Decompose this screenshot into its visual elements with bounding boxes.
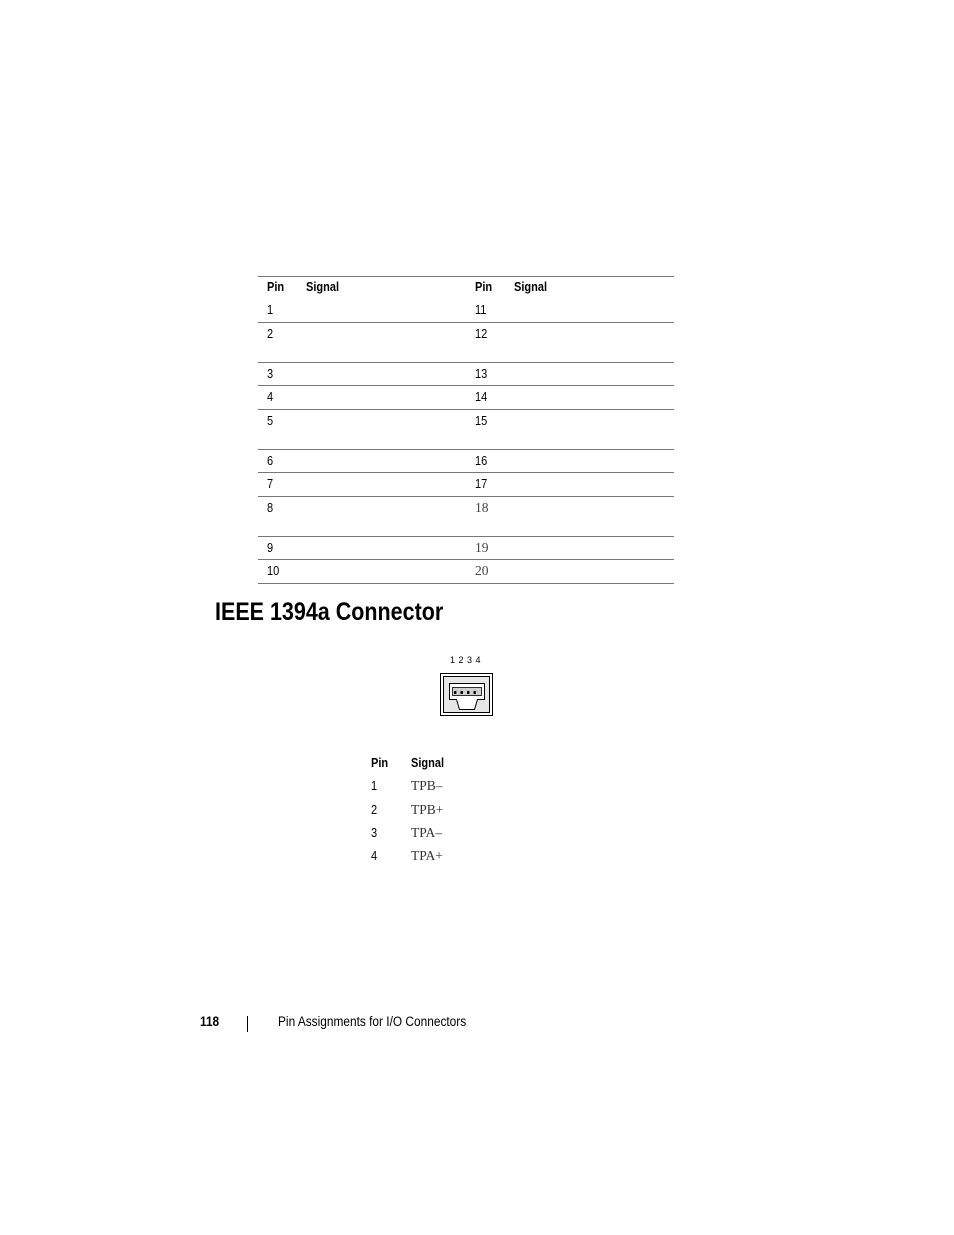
pin-number-left: 5: [267, 413, 274, 428]
ieee-signal-name: TPA+: [411, 848, 443, 864]
header-signal-right: Signal: [514, 280, 548, 294]
pin-number-right: 11: [475, 303, 487, 317]
pin-number-left: 3: [267, 366, 274, 381]
ieee-header-signal: Signal: [411, 756, 445, 770]
ieee-signal-name: TPA–: [411, 824, 443, 840]
table-row: [258, 323, 674, 363]
footer-title: Pin Assignments for I/O Connectors: [278, 1014, 467, 1029]
pin-number-right: 18: [475, 499, 489, 515]
pin-number-left: 2: [267, 326, 274, 341]
pin-number-right: 17: [475, 477, 488, 491]
table-row: [258, 299, 674, 323]
ieee-signal-name: TPB–: [411, 778, 443, 794]
table-row: [258, 473, 674, 497]
page-number: 118: [200, 1014, 220, 1029]
pin-table: [258, 276, 674, 584]
table-row: [258, 537, 674, 561]
ieee-table-row: [371, 775, 491, 798]
pin-number-right: 13: [475, 366, 488, 381]
ieee-1394a-connector-figure: [440, 655, 494, 717]
footer-separator: [247, 1016, 248, 1032]
ieee-pin-number: 3: [371, 825, 378, 840]
pin-number-right: 12: [475, 326, 488, 341]
ieee-pin-number: 1: [371, 779, 378, 794]
ieee-table-row: [371, 799, 491, 822]
header-signal-left: Signal: [306, 280, 340, 294]
table-row: [258, 386, 674, 410]
pin-number-right: 15: [475, 413, 488, 428]
table-row: [258, 410, 674, 450]
pin-number-left: 7: [267, 477, 274, 491]
connector-icon: [440, 655, 494, 717]
table-row: [258, 363, 674, 387]
pin-number-left: 9: [267, 540, 274, 555]
ieee-signal-name: TPB+: [411, 801, 444, 817]
header-pin-right: Pin: [475, 280, 493, 294]
pin-number-left: 1: [267, 303, 274, 317]
connector-pin-numbers: 1 2 3 4: [450, 655, 482, 665]
pin-number-left: 10: [267, 564, 280, 578]
ieee-table-row: [371, 845, 491, 868]
ieee-table-row: [371, 822, 491, 845]
pin-number-right: 14: [475, 390, 488, 404]
pin-number-right: 19: [475, 539, 489, 555]
ieee-table-header-row: [371, 752, 491, 775]
pin-number-left: 4: [267, 390, 274, 404]
ieee-pin-table: [371, 752, 491, 868]
pin-number-right: 20: [475, 563, 489, 578]
ieee-pin-number: 4: [371, 849, 378, 864]
pin-number-right: 16: [475, 453, 488, 468]
header-pin-left: Pin: [267, 280, 285, 294]
table-row: [258, 497, 674, 537]
table-header-row: [258, 277, 674, 299]
pin-number-left: 6: [267, 453, 274, 468]
ieee-header-pin: Pin: [371, 756, 389, 770]
table-row: [258, 450, 674, 474]
pin-number-left: 8: [267, 500, 274, 515]
ieee-pin-number: 2: [371, 802, 378, 817]
section-title: IEEE 1394a Connector: [215, 598, 444, 626]
table-row: [258, 560, 674, 584]
